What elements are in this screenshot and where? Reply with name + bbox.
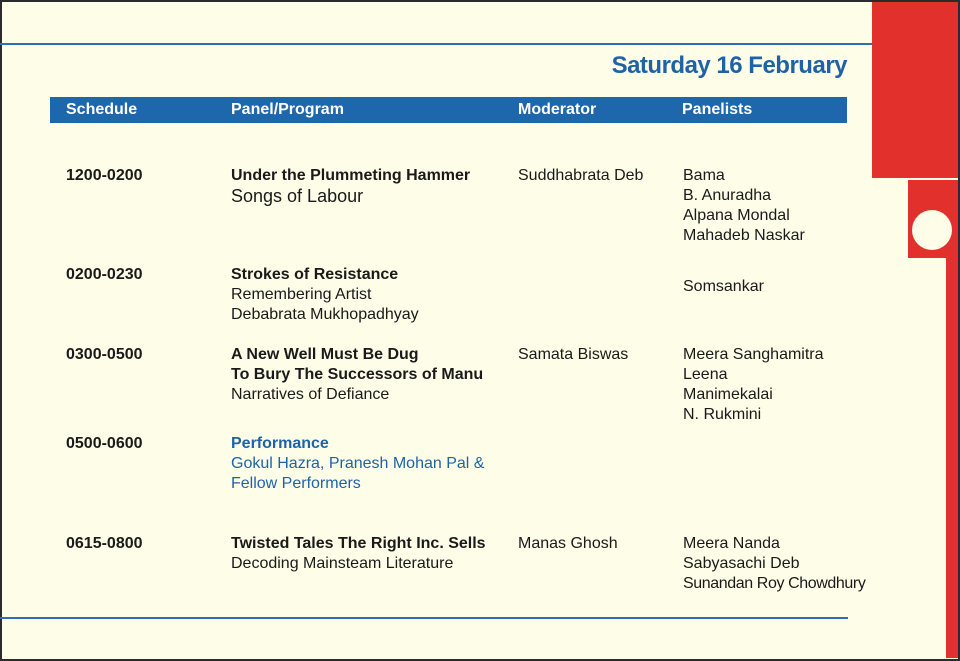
program-subtitle: Fellow Performers (231, 475, 361, 492)
panelist: Sabyasachi Deb (683, 555, 800, 572)
row-panelists (683, 534, 883, 594)
row-moderator: Manas Ghosh (518, 535, 618, 552)
panelist: Meera Sanghamitra (683, 346, 824, 363)
row-program (231, 345, 501, 405)
program-subtitle: Decoding Mainsteam Literature (231, 555, 454, 572)
row-moderator: Suddhabrata Deb (518, 167, 644, 184)
panelist: Manimekalai (683, 386, 773, 403)
table-header (50, 97, 847, 123)
row-panelists (683, 277, 883, 297)
row-program (231, 534, 501, 574)
header-moderator: Moderator (518, 101, 597, 118)
header-program: Panel/Program (231, 101, 344, 118)
program-title: To Bury The Successors of Manu (231, 366, 484, 383)
program-title: Twisted Tales The Right Inc. Sells (231, 535, 486, 552)
panelist: Meera Nanda (683, 535, 780, 552)
row-moderator: Samata Biswas (518, 346, 629, 363)
header-schedule: Schedule (66, 101, 138, 118)
row-time: 0615-0800 (66, 535, 143, 552)
panelist: Alpana Mondal (683, 207, 790, 224)
header-panelists: Panelists (682, 101, 753, 118)
row-program (231, 166, 501, 206)
program-title: A New Well Must Be Dug (231, 346, 419, 363)
row-time: 0500-0600 (66, 435, 143, 452)
panelist: B. Anuradha (683, 187, 772, 204)
program-subtitle: Gokul Hazra, Pranesh Mohan Pal & (231, 455, 485, 472)
row-time: 1200-0200 (66, 167, 143, 184)
row-time: 0300-0500 (66, 346, 143, 363)
panelist: Sunandan Roy Chowdhury (683, 575, 866, 592)
red-decor-notch (912, 210, 952, 250)
panelist: N. Rukmini (683, 406, 762, 423)
red-decor-low (946, 258, 958, 658)
row-program (231, 434, 501, 494)
program-subtitle: Debabrata Mukhopadhyay (231, 306, 419, 323)
program-title: Performance (231, 435, 329, 452)
program-subtitle: Narratives of Defiance (231, 386, 390, 403)
date-title: Saturday 16 February (611, 52, 847, 79)
bottom-divider (0, 617, 848, 619)
red-decor-top (872, 2, 958, 178)
panelist: Mahadeb Naskar (683, 227, 805, 244)
row-time: 0200-0230 (66, 266, 143, 283)
row-panelists (683, 345, 883, 425)
row-panelists (683, 166, 883, 246)
program-subtitle: Songs of Labour (231, 186, 364, 206)
panelist: Bama (683, 167, 725, 184)
program-subtitle: Remembering Artist (231, 286, 372, 303)
program-title: Strokes of Resistance (231, 266, 399, 283)
panelist: Somsankar (683, 278, 764, 295)
row-program (231, 265, 501, 325)
top-divider (0, 43, 932, 45)
panelist: Leena (683, 366, 728, 383)
program-title: Under the Plummeting Hammer (231, 167, 471, 184)
